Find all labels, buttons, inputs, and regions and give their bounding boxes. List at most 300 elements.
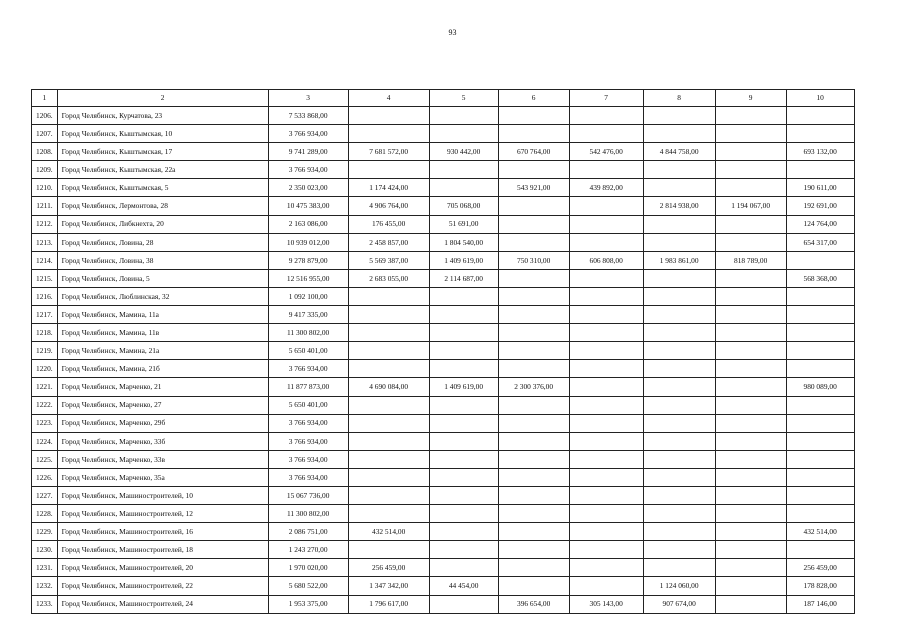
table-row xyxy=(32,306,855,324)
column-header: 10 xyxy=(786,90,854,107)
row-number: 1218. xyxy=(32,324,58,342)
data-table xyxy=(31,89,855,614)
value-cell: 10 475 383,00 xyxy=(268,197,348,215)
table-row xyxy=(32,378,855,396)
value-cell xyxy=(715,342,786,360)
value-cell xyxy=(429,125,498,143)
value-cell: 178 828,00 xyxy=(786,577,854,595)
table-row xyxy=(32,432,855,450)
value-cell: 1 092 100,00 xyxy=(268,287,348,305)
value-cell xyxy=(715,577,786,595)
value-cell xyxy=(429,559,498,577)
value-cell: 439 892,00 xyxy=(569,179,643,197)
value-cell: 980 089,00 xyxy=(786,378,854,396)
value-cell xyxy=(643,523,715,541)
row-number: 1213. xyxy=(32,233,58,251)
row-number: 1226. xyxy=(32,468,58,486)
value-cell xyxy=(498,414,569,432)
value-cell: 750 310,00 xyxy=(498,251,569,269)
value-cell xyxy=(498,197,569,215)
value-cell: 9 278 879,00 xyxy=(268,251,348,269)
value-cell xyxy=(569,360,643,378)
table-row xyxy=(32,360,855,378)
value-cell xyxy=(643,486,715,504)
row-number: 1207. xyxy=(32,125,58,143)
value-cell: 4 906 764,00 xyxy=(348,197,429,215)
column-header: 9 xyxy=(715,90,786,107)
value-cell xyxy=(643,505,715,523)
table-row xyxy=(32,595,855,613)
address-cell: Город Челябинск, Марченко, 21 xyxy=(57,378,268,396)
row-number: 1230. xyxy=(32,541,58,559)
value-cell: 12 516 955,00 xyxy=(268,269,348,287)
value-cell: 124 764,00 xyxy=(786,215,854,233)
value-cell: 256 459,00 xyxy=(348,559,429,577)
value-cell xyxy=(498,432,569,450)
table-row xyxy=(32,125,855,143)
value-cell: 693 132,00 xyxy=(786,143,854,161)
row-number: 1222. xyxy=(32,396,58,414)
value-cell xyxy=(569,306,643,324)
value-cell: 3 766 934,00 xyxy=(268,468,348,486)
value-cell xyxy=(643,360,715,378)
table-row xyxy=(32,541,855,559)
value-cell xyxy=(569,324,643,342)
table-row xyxy=(32,324,855,342)
row-number: 1209. xyxy=(32,161,58,179)
value-cell xyxy=(569,269,643,287)
address-cell: Город Челябинск, Машиностроителей, 18 xyxy=(57,541,268,559)
value-cell: 606 808,00 xyxy=(569,251,643,269)
value-cell xyxy=(348,342,429,360)
row-number: 1231. xyxy=(32,559,58,577)
value-cell xyxy=(715,161,786,179)
column-header: 8 xyxy=(643,90,715,107)
value-cell xyxy=(498,559,569,577)
value-cell: 2 458 857,00 xyxy=(348,233,429,251)
value-cell xyxy=(569,414,643,432)
value-cell xyxy=(643,287,715,305)
row-number: 1224. xyxy=(32,432,58,450)
value-cell xyxy=(715,396,786,414)
column-header: 6 xyxy=(498,90,569,107)
table-row xyxy=(32,577,855,595)
value-cell: 5 650 401,00 xyxy=(268,342,348,360)
value-cell: 568 368,00 xyxy=(786,269,854,287)
address-cell: Город Челябинск, Мамина, 21б xyxy=(57,360,268,378)
value-cell xyxy=(569,233,643,251)
value-cell xyxy=(643,306,715,324)
value-cell: 705 068,00 xyxy=(429,197,498,215)
value-cell: 1 796 617,00 xyxy=(348,595,429,613)
value-cell xyxy=(348,505,429,523)
row-number: 1221. xyxy=(32,378,58,396)
value-cell xyxy=(498,342,569,360)
address-cell: Город Челябинск, Лермонтова, 28 xyxy=(57,197,268,215)
value-cell xyxy=(715,107,786,125)
value-cell xyxy=(348,360,429,378)
value-cell: 907 674,00 xyxy=(643,595,715,613)
value-cell xyxy=(786,450,854,468)
column-header: 4 xyxy=(348,90,429,107)
value-cell xyxy=(786,505,854,523)
value-cell xyxy=(643,541,715,559)
address-cell: Город Челябинск, Курчатова, 23 xyxy=(57,107,268,125)
value-cell: 432 514,00 xyxy=(786,523,854,541)
value-cell xyxy=(569,486,643,504)
value-cell xyxy=(643,396,715,414)
value-cell: 5 650 401,00 xyxy=(268,396,348,414)
value-cell: 818 789,00 xyxy=(715,251,786,269)
value-cell xyxy=(643,450,715,468)
value-cell xyxy=(429,414,498,432)
table-row xyxy=(32,287,855,305)
table-row xyxy=(32,523,855,541)
address-cell: Город Челябинск, Машиностроителей, 12 xyxy=(57,505,268,523)
value-cell: 256 459,00 xyxy=(786,559,854,577)
address-cell: Город Челябинск, Машиностроителей, 10 xyxy=(57,486,268,504)
value-cell xyxy=(429,523,498,541)
value-cell: 542 476,00 xyxy=(569,143,643,161)
row-number: 1212. xyxy=(32,215,58,233)
value-cell: 543 921,00 xyxy=(498,179,569,197)
value-cell xyxy=(569,468,643,486)
value-cell xyxy=(348,396,429,414)
value-cell xyxy=(786,125,854,143)
value-cell: 3 766 934,00 xyxy=(268,360,348,378)
row-number: 1210. xyxy=(32,179,58,197)
value-cell xyxy=(498,306,569,324)
value-cell xyxy=(715,450,786,468)
value-cell: 11 300 802,00 xyxy=(268,505,348,523)
address-cell: Город Челябинск, Марченко, 27 xyxy=(57,396,268,414)
value-cell xyxy=(348,468,429,486)
row-number: 1208. xyxy=(32,143,58,161)
value-cell xyxy=(643,378,715,396)
row-number: 1225. xyxy=(32,450,58,468)
value-cell: 10 939 012,00 xyxy=(268,233,348,251)
value-cell xyxy=(569,107,643,125)
address-cell: Город Челябинск, Марченко, 33в xyxy=(57,450,268,468)
value-cell xyxy=(786,324,854,342)
value-cell xyxy=(569,577,643,595)
table-row xyxy=(32,450,855,468)
value-cell xyxy=(348,432,429,450)
column-header: 3 xyxy=(268,90,348,107)
address-cell: Город Челябинск, Машиностроителей, 16 xyxy=(57,523,268,541)
address-cell: Город Челябинск, Кыштымская, 5 xyxy=(57,179,268,197)
value-cell xyxy=(786,396,854,414)
value-cell xyxy=(715,125,786,143)
row-number: 1206. xyxy=(32,107,58,125)
value-cell xyxy=(348,161,429,179)
address-cell: Город Челябинск, Кыштымская, 10 xyxy=(57,125,268,143)
table-row xyxy=(32,179,855,197)
value-cell: 3 766 934,00 xyxy=(268,432,348,450)
row-number: 1211. xyxy=(32,197,58,215)
value-cell xyxy=(715,432,786,450)
value-cell xyxy=(429,324,498,342)
value-cell xyxy=(429,360,498,378)
table-row xyxy=(32,197,855,215)
value-cell xyxy=(715,143,786,161)
value-cell xyxy=(569,125,643,143)
value-cell xyxy=(643,233,715,251)
value-cell xyxy=(643,161,715,179)
address-cell: Город Челябинск, Мамина, 21а xyxy=(57,342,268,360)
value-cell xyxy=(715,468,786,486)
row-number: 1233. xyxy=(32,595,58,613)
value-cell xyxy=(786,541,854,559)
column-header: 2 xyxy=(57,90,268,107)
column-header: 1 xyxy=(32,90,58,107)
value-cell: 930 442,00 xyxy=(429,143,498,161)
value-cell: 11 877 873,00 xyxy=(268,378,348,396)
table-row xyxy=(32,161,855,179)
value-cell: 5 680 522,00 xyxy=(268,577,348,595)
value-cell xyxy=(715,523,786,541)
value-cell xyxy=(569,197,643,215)
value-cell xyxy=(498,360,569,378)
value-cell xyxy=(643,468,715,486)
value-cell: 432 514,00 xyxy=(348,523,429,541)
value-cell xyxy=(429,505,498,523)
value-cell xyxy=(786,306,854,324)
value-cell xyxy=(498,486,569,504)
value-cell xyxy=(569,342,643,360)
value-cell xyxy=(786,342,854,360)
address-cell: Город Челябинск, Кыштымская, 17 xyxy=(57,143,268,161)
value-cell xyxy=(348,287,429,305)
value-cell xyxy=(348,541,429,559)
value-cell: 3 766 934,00 xyxy=(268,125,348,143)
value-cell xyxy=(715,306,786,324)
value-cell xyxy=(715,360,786,378)
address-cell: Город Челябинск, Люблинская, 32 xyxy=(57,287,268,305)
value-cell: 654 317,00 xyxy=(786,233,854,251)
value-cell xyxy=(429,179,498,197)
row-number: 1216. xyxy=(32,287,58,305)
value-cell: 2 163 086,00 xyxy=(268,215,348,233)
value-cell xyxy=(429,486,498,504)
value-cell xyxy=(715,269,786,287)
table-row xyxy=(32,396,855,414)
value-cell xyxy=(715,378,786,396)
value-cell xyxy=(643,559,715,577)
value-cell xyxy=(643,432,715,450)
value-cell: 7 681 572,00 xyxy=(348,143,429,161)
table-row xyxy=(32,143,855,161)
value-cell: 1 970 020,00 xyxy=(268,559,348,577)
address-cell: Город Челябинск, Ловина, 5 xyxy=(57,269,268,287)
value-cell xyxy=(643,215,715,233)
row-number: 1214. xyxy=(32,251,58,269)
value-cell xyxy=(348,486,429,504)
value-cell xyxy=(429,432,498,450)
value-cell xyxy=(498,215,569,233)
value-cell: 192 691,00 xyxy=(786,197,854,215)
value-cell: 1 174 424,00 xyxy=(348,179,429,197)
table-row xyxy=(32,342,855,360)
value-cell xyxy=(348,125,429,143)
value-cell xyxy=(715,559,786,577)
table-row xyxy=(32,414,855,432)
value-cell xyxy=(786,414,854,432)
value-cell: 2 300 376,00 xyxy=(498,378,569,396)
value-cell: 9 741 289,00 xyxy=(268,143,348,161)
value-cell xyxy=(786,432,854,450)
value-cell: 396 654,00 xyxy=(498,595,569,613)
value-cell: 670 764,00 xyxy=(498,143,569,161)
table-row xyxy=(32,251,855,269)
value-cell xyxy=(786,287,854,305)
address-cell: Город Челябинск, Ловина, 28 xyxy=(57,233,268,251)
value-cell: 2 350 023,00 xyxy=(268,179,348,197)
address-cell: Город Челябинск, Машиностроителей, 24 xyxy=(57,595,268,613)
value-cell: 1 409 619,00 xyxy=(429,378,498,396)
value-cell: 176 455,00 xyxy=(348,215,429,233)
value-cell xyxy=(643,269,715,287)
address-cell: Город Челябинск, Машиностроителей, 22 xyxy=(57,577,268,595)
value-cell xyxy=(348,414,429,432)
table-row xyxy=(32,233,855,251)
value-cell xyxy=(715,324,786,342)
address-cell: Город Челябинск, Марченко, 29б xyxy=(57,414,268,432)
value-cell xyxy=(715,179,786,197)
value-cell: 3 766 934,00 xyxy=(268,161,348,179)
value-cell xyxy=(715,486,786,504)
value-cell xyxy=(429,595,498,613)
address-cell: Город Челябинск, Мамина, 11в xyxy=(57,324,268,342)
value-cell xyxy=(498,107,569,125)
value-cell: 305 143,00 xyxy=(569,595,643,613)
table-row xyxy=(32,486,855,504)
value-cell xyxy=(786,486,854,504)
value-cell xyxy=(643,125,715,143)
value-cell: 1 194 067,00 xyxy=(715,197,786,215)
value-cell xyxy=(715,233,786,251)
value-cell: 1 347 342,00 xyxy=(348,577,429,595)
value-cell xyxy=(569,432,643,450)
value-cell: 1 243 270,00 xyxy=(268,541,348,559)
table-row xyxy=(32,269,855,287)
value-cell xyxy=(498,287,569,305)
value-cell xyxy=(569,559,643,577)
value-cell xyxy=(498,523,569,541)
value-cell: 187 146,00 xyxy=(786,595,854,613)
value-cell: 1 983 861,00 xyxy=(643,251,715,269)
value-cell xyxy=(569,396,643,414)
value-cell: 2 086 751,00 xyxy=(268,523,348,541)
value-cell: 1 953 375,00 xyxy=(268,595,348,613)
row-number: 1220. xyxy=(32,360,58,378)
row-number: 1232. xyxy=(32,577,58,595)
row-number: 1215. xyxy=(32,269,58,287)
address-cell: Город Челябинск, Мамина, 11а xyxy=(57,306,268,324)
row-number: 1227. xyxy=(32,486,58,504)
value-cell: 4 844 758,00 xyxy=(643,143,715,161)
value-cell: 15 067 736,00 xyxy=(268,486,348,504)
value-cell xyxy=(569,541,643,559)
header-row xyxy=(32,90,855,107)
value-cell xyxy=(348,107,429,125)
row-number: 1228. xyxy=(32,505,58,523)
value-cell xyxy=(569,287,643,305)
address-cell: Город Челябинск, Марченко, 35а xyxy=(57,468,268,486)
value-cell: 44 454,00 xyxy=(429,577,498,595)
value-cell: 9 417 335,00 xyxy=(268,306,348,324)
value-cell: 11 300 802,00 xyxy=(268,324,348,342)
value-cell xyxy=(569,523,643,541)
value-cell xyxy=(643,414,715,432)
value-cell xyxy=(715,505,786,523)
address-cell: Город Челябинск, Машиностроителей, 20 xyxy=(57,559,268,577)
value-cell xyxy=(498,233,569,251)
value-cell xyxy=(715,541,786,559)
value-cell xyxy=(715,595,786,613)
value-cell xyxy=(498,450,569,468)
value-cell xyxy=(498,269,569,287)
value-cell xyxy=(569,215,643,233)
value-cell xyxy=(429,541,498,559)
value-cell xyxy=(786,468,854,486)
value-cell xyxy=(715,215,786,233)
value-cell xyxy=(786,360,854,378)
value-cell xyxy=(348,324,429,342)
column-header: 5 xyxy=(429,90,498,107)
value-cell xyxy=(498,324,569,342)
value-cell xyxy=(569,161,643,179)
value-cell xyxy=(429,342,498,360)
address-cell: Город Челябинск, Марченко, 33б xyxy=(57,432,268,450)
value-cell xyxy=(569,378,643,396)
table-row xyxy=(32,559,855,577)
table-row xyxy=(32,468,855,486)
value-cell xyxy=(786,251,854,269)
table-row xyxy=(32,215,855,233)
value-cell xyxy=(569,505,643,523)
page-number: 93 xyxy=(448,28,457,37)
value-cell xyxy=(715,414,786,432)
address-cell: Город Челябинск, Ловина, 38 xyxy=(57,251,268,269)
value-cell: 3 766 934,00 xyxy=(268,414,348,432)
row-number: 1229. xyxy=(32,523,58,541)
value-cell: 51 691,00 xyxy=(429,215,498,233)
table-row xyxy=(32,505,855,523)
value-cell xyxy=(429,450,498,468)
value-cell: 7 533 868,00 xyxy=(268,107,348,125)
value-cell: 3 766 934,00 xyxy=(268,450,348,468)
row-number: 1217. xyxy=(32,306,58,324)
value-cell: 1 124 060,00 xyxy=(643,577,715,595)
value-cell xyxy=(429,287,498,305)
value-cell xyxy=(569,450,643,468)
value-cell: 1 409 619,00 xyxy=(429,251,498,269)
value-cell: 190 611,00 xyxy=(786,179,854,197)
value-cell: 2 814 938,00 xyxy=(643,197,715,215)
value-cell: 2 683 055,00 xyxy=(348,269,429,287)
value-cell xyxy=(498,125,569,143)
row-number: 1219. xyxy=(32,342,58,360)
value-cell xyxy=(429,161,498,179)
value-cell xyxy=(429,396,498,414)
value-cell xyxy=(498,541,569,559)
table-row xyxy=(32,107,855,125)
address-cell: Город Челябинск, Либкнехта, 20 xyxy=(57,215,268,233)
row-number: 1223. xyxy=(32,414,58,432)
address-cell: Город Челябинск, Кыштымская, 22а xyxy=(57,161,268,179)
value-cell xyxy=(498,468,569,486)
